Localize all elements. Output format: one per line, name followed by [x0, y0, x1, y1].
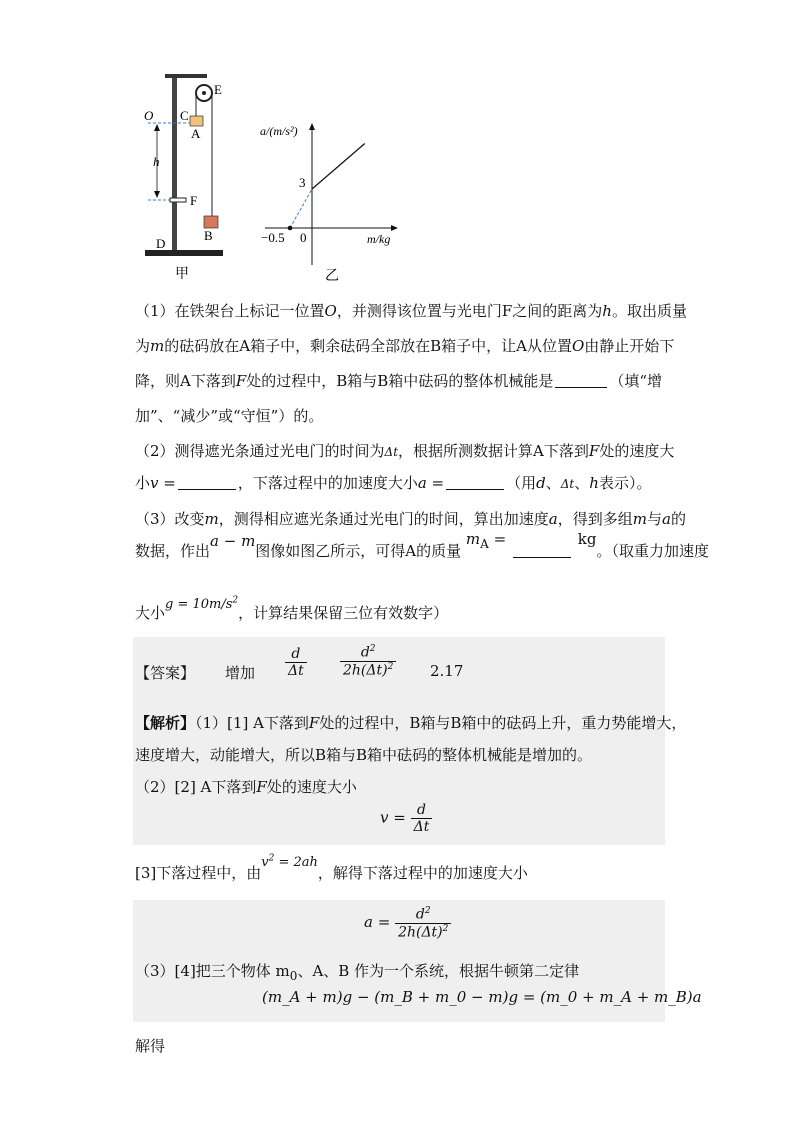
box-a — [190, 116, 203, 126]
label-a: A — [191, 126, 201, 141]
analysis-line2: 速度增大，动能增大，所以B箱与B箱中砝码的整体机械能是增加的。 — [135, 746, 593, 764]
eq-a: a = $\frac{d^2}{2h(\Delta t)^2}$ — [364, 906, 451, 940]
label-b: B — [204, 228, 213, 243]
analysis-line5: （3）[4]把三个物体 $m_0$、A、B 作为一个系统，根据牛顿第二定律 — [135, 962, 580, 983]
eq-v: v = $\frac{d}{\Delta t}$ — [380, 802, 432, 835]
q2-line2: 小v = ，下落过程中的加速度大小a = （用d、Δt、h表示）。 — [135, 474, 652, 492]
stand-pole — [172, 74, 177, 250]
answer-label: 【答案】 — [135, 664, 196, 682]
photogate-f — [170, 198, 186, 202]
caption-yi: 乙 — [325, 269, 339, 284]
x-intercept-point — [288, 226, 293, 231]
stand-top — [165, 74, 207, 78]
y-axis-label: a/(m/s²) — [260, 124, 298, 138]
figure-yi-chart — [255, 115, 405, 285]
q3-line1: （3）改变m，测得相应遮光条通过光电门的时间，算出加速度a，得到多组m与a的 — [135, 510, 686, 528]
q1-line1: （1）在铁架台上标记一位置O，并测得该位置与光电门F之间的距离为h。取出质量 — [135, 302, 687, 320]
q2-line1: （2）测得遮光条通过光电门的时间为Δt，根据所测数据计算A下落到F处的速度大 — [135, 442, 675, 460]
caption-jia: 甲 — [175, 267, 189, 282]
label-d: D — [156, 236, 166, 251]
answer-2: $\frac{d}{\Delta t}$ — [285, 646, 307, 679]
label-h: h — [153, 154, 160, 169]
analysis-line3: （2）[2] A下落到F处的速度大小 — [135, 778, 357, 796]
analysis-line4: [3]下落过程中，由$v^2 = 2ah$，解得下落过程中的加速度大小 — [135, 853, 528, 882]
figure-jia — [140, 68, 240, 283]
q1-line3: 降，则A下落到F处的过程中，B箱与B箱中砝码的整体机械能是 （填“增 — [135, 372, 662, 390]
q3-line2: 数据，作出a − m图像如图乙所示，可得A的质量 $m_A$ = kg。（取重力加速度 — [135, 530, 709, 560]
analysis-line1: 【解析】（1）[1] A下落到F处的过程中，B箱与B箱中的砝码上升，重力势能增大， — [135, 714, 687, 732]
data-line — [312, 144, 365, 190]
blank-4 — [513, 543, 571, 558]
q1-line4: 加”、“减少”或“守恒”）的。 — [135, 407, 324, 425]
extrapolated-line — [290, 189, 312, 228]
eq-newton: (m_A + m)g − (m_B + m_0 − m)g = (m_0 + m_A + m_B)a — [262, 988, 702, 1006]
y-intercept-label: 3 — [299, 175, 306, 190]
q3-line3: 大小$g = 10m/s^2$，计算结果保留三位有效数字） — [135, 595, 449, 622]
box-b — [204, 216, 218, 228]
answer-3: $\frac{d^2}{2h(\Delta t)^2}$ — [340, 644, 396, 678]
x-axis-label: m/kg — [367, 232, 391, 246]
x-intercept-label: −0.5 — [261, 230, 285, 245]
answer-4: 2.17 — [430, 662, 464, 680]
origin-label: 0 — [300, 230, 307, 245]
label-o: O — [144, 108, 154, 123]
q1-line2: 为m的砝码放在A箱子中，剩余砝码全部放在B箱子中，让A从位置O由静止开始下 — [135, 337, 675, 355]
label-e: E — [214, 82, 222, 97]
analysis-solve: 解得 — [135, 1037, 166, 1055]
answer-1: 增加 — [225, 664, 256, 682]
blank-3 — [446, 475, 504, 490]
label-c: C — [180, 108, 189, 123]
label-f: F — [190, 193, 198, 208]
blank-1 — [555, 373, 607, 388]
blank-2 — [178, 475, 236, 490]
